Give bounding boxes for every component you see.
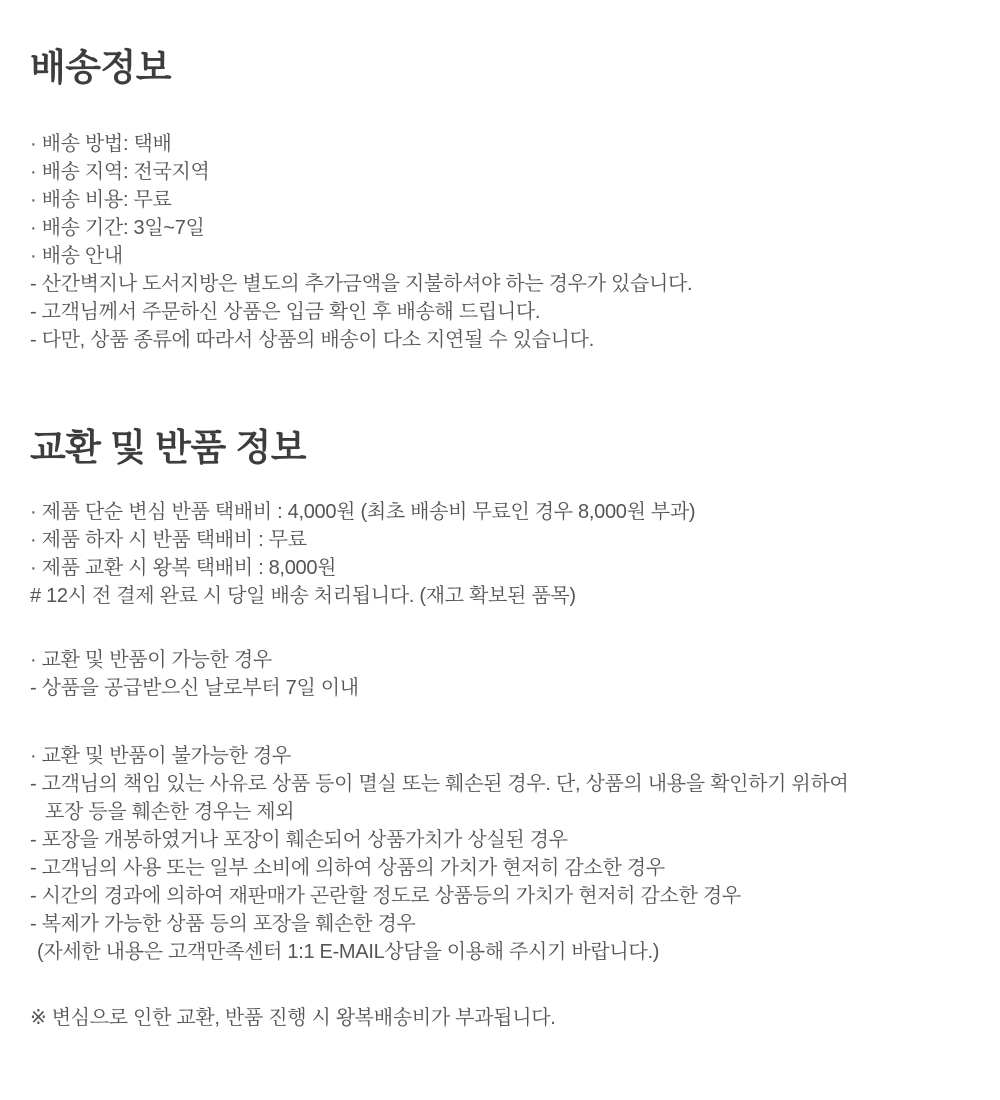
shipping-info-section [30, 46, 970, 354]
shipping-guide-line: · 배송 안내 [30, 245, 123, 267]
exchange-return-title: 교환 및 반품 정보 [30, 427, 307, 468]
impossible-used-product-line: - 고객님의 사용 또는 일부 소비에 의하여 상품의 가치가 현저히 감소한 경우 [30, 857, 665, 879]
return-fee-lines [30, 498, 970, 610]
shipping-region-line: · 배송 지역: 전국지역 [30, 161, 210, 183]
roundtrip-fee-notice: ※ 변심으로 인한 교환, 반품 진행 시 왕복배송비가 부과됩니다. [30, 1007, 556, 1029]
impossible-customer-fault-wrap-line: 포장 등을 훼손한 경우는 제외 [45, 801, 295, 823]
exchange-possible-heading-line: · 교환 및 반품이 가능한 경우 [30, 649, 272, 671]
customer-center-email-note: (자세한 내용은 고객만족센터 1:1 E-MAIL상담을 이용해 주시기 바랍니다.) [37, 941, 660, 963]
shipping-note-payment: - 고객님께서 주문하신 상품은 입금 확인 후 배송해 드립니다. [30, 301, 541, 323]
exchange-possible-within-7-days: - 상품을 공급받으신 날로부터 7일 이내 [30, 677, 359, 699]
exchange-impossible-group [30, 742, 970, 966]
shipping-info-lines [30, 130, 970, 354]
exchange-return-section [30, 426, 970, 1032]
same-day-shipping-note: # 12시 전 결제 완료 시 당일 배송 처리됩니다. (재고 확보된 품목) [30, 585, 576, 607]
impossible-time-elapsed-line: - 시간의 경과에 의하여 재판매가 곤란할 정도로 상품등의 가치가 현저히 감소한 경우 [30, 885, 741, 907]
impossible-copyable-product-line: - 복제가 가능한 상품 등의 포장을 훼손한 경우 [30, 913, 416, 935]
exchange-impossible-heading-line: · 교환 및 반품이 불가능한 경우 [30, 745, 291, 767]
return-fee-change-of-mind: · 제품 단순 변심 반품 택배비 : 4,000원 (최초 배송비 무료인 경우 8,000원 부과) [30, 501, 696, 523]
roundtrip-fee-notice-group [30, 1004, 970, 1032]
shipping-info-title: 배송정보 [30, 47, 171, 88]
shipping-method-line: · 배송 방법: 택배 [30, 133, 172, 155]
return-fee-defect: · 제품 하자 시 반품 택배비 : 무료 [30, 529, 307, 551]
impossible-customer-fault-line: - 고객님의 책임 있는 사유로 상품 등이 멸실 또는 훼손된 경우. 단, 상품의 내용을 확인하기 위하여 [30, 773, 849, 795]
shipping-note-remote-area: - 산간벽지나 도서지방은 별도의 추가금액을 지불하셔야 하는 경우가 있습니다. [30, 273, 693, 295]
shipping-note-delay: - 다만, 상품 종류에 따라서 상품의 배송이 다소 지연될 수 있습니다. [30, 329, 594, 351]
exchange-fee-roundtrip: · 제품 교환 시 왕복 택배비 : 8,000원 [30, 557, 337, 579]
impossible-opened-packaging-line: - 포장을 개봉하였거나 포장이 훼손되어 상품가치가 상실된 경우 [30, 829, 568, 851]
shipping-cost-line: · 배송 비용: 무료 [30, 189, 172, 211]
shipping-duration-line: · 배송 기간: 3일~7일 [30, 217, 205, 239]
exchange-possible-group [30, 646, 970, 702]
